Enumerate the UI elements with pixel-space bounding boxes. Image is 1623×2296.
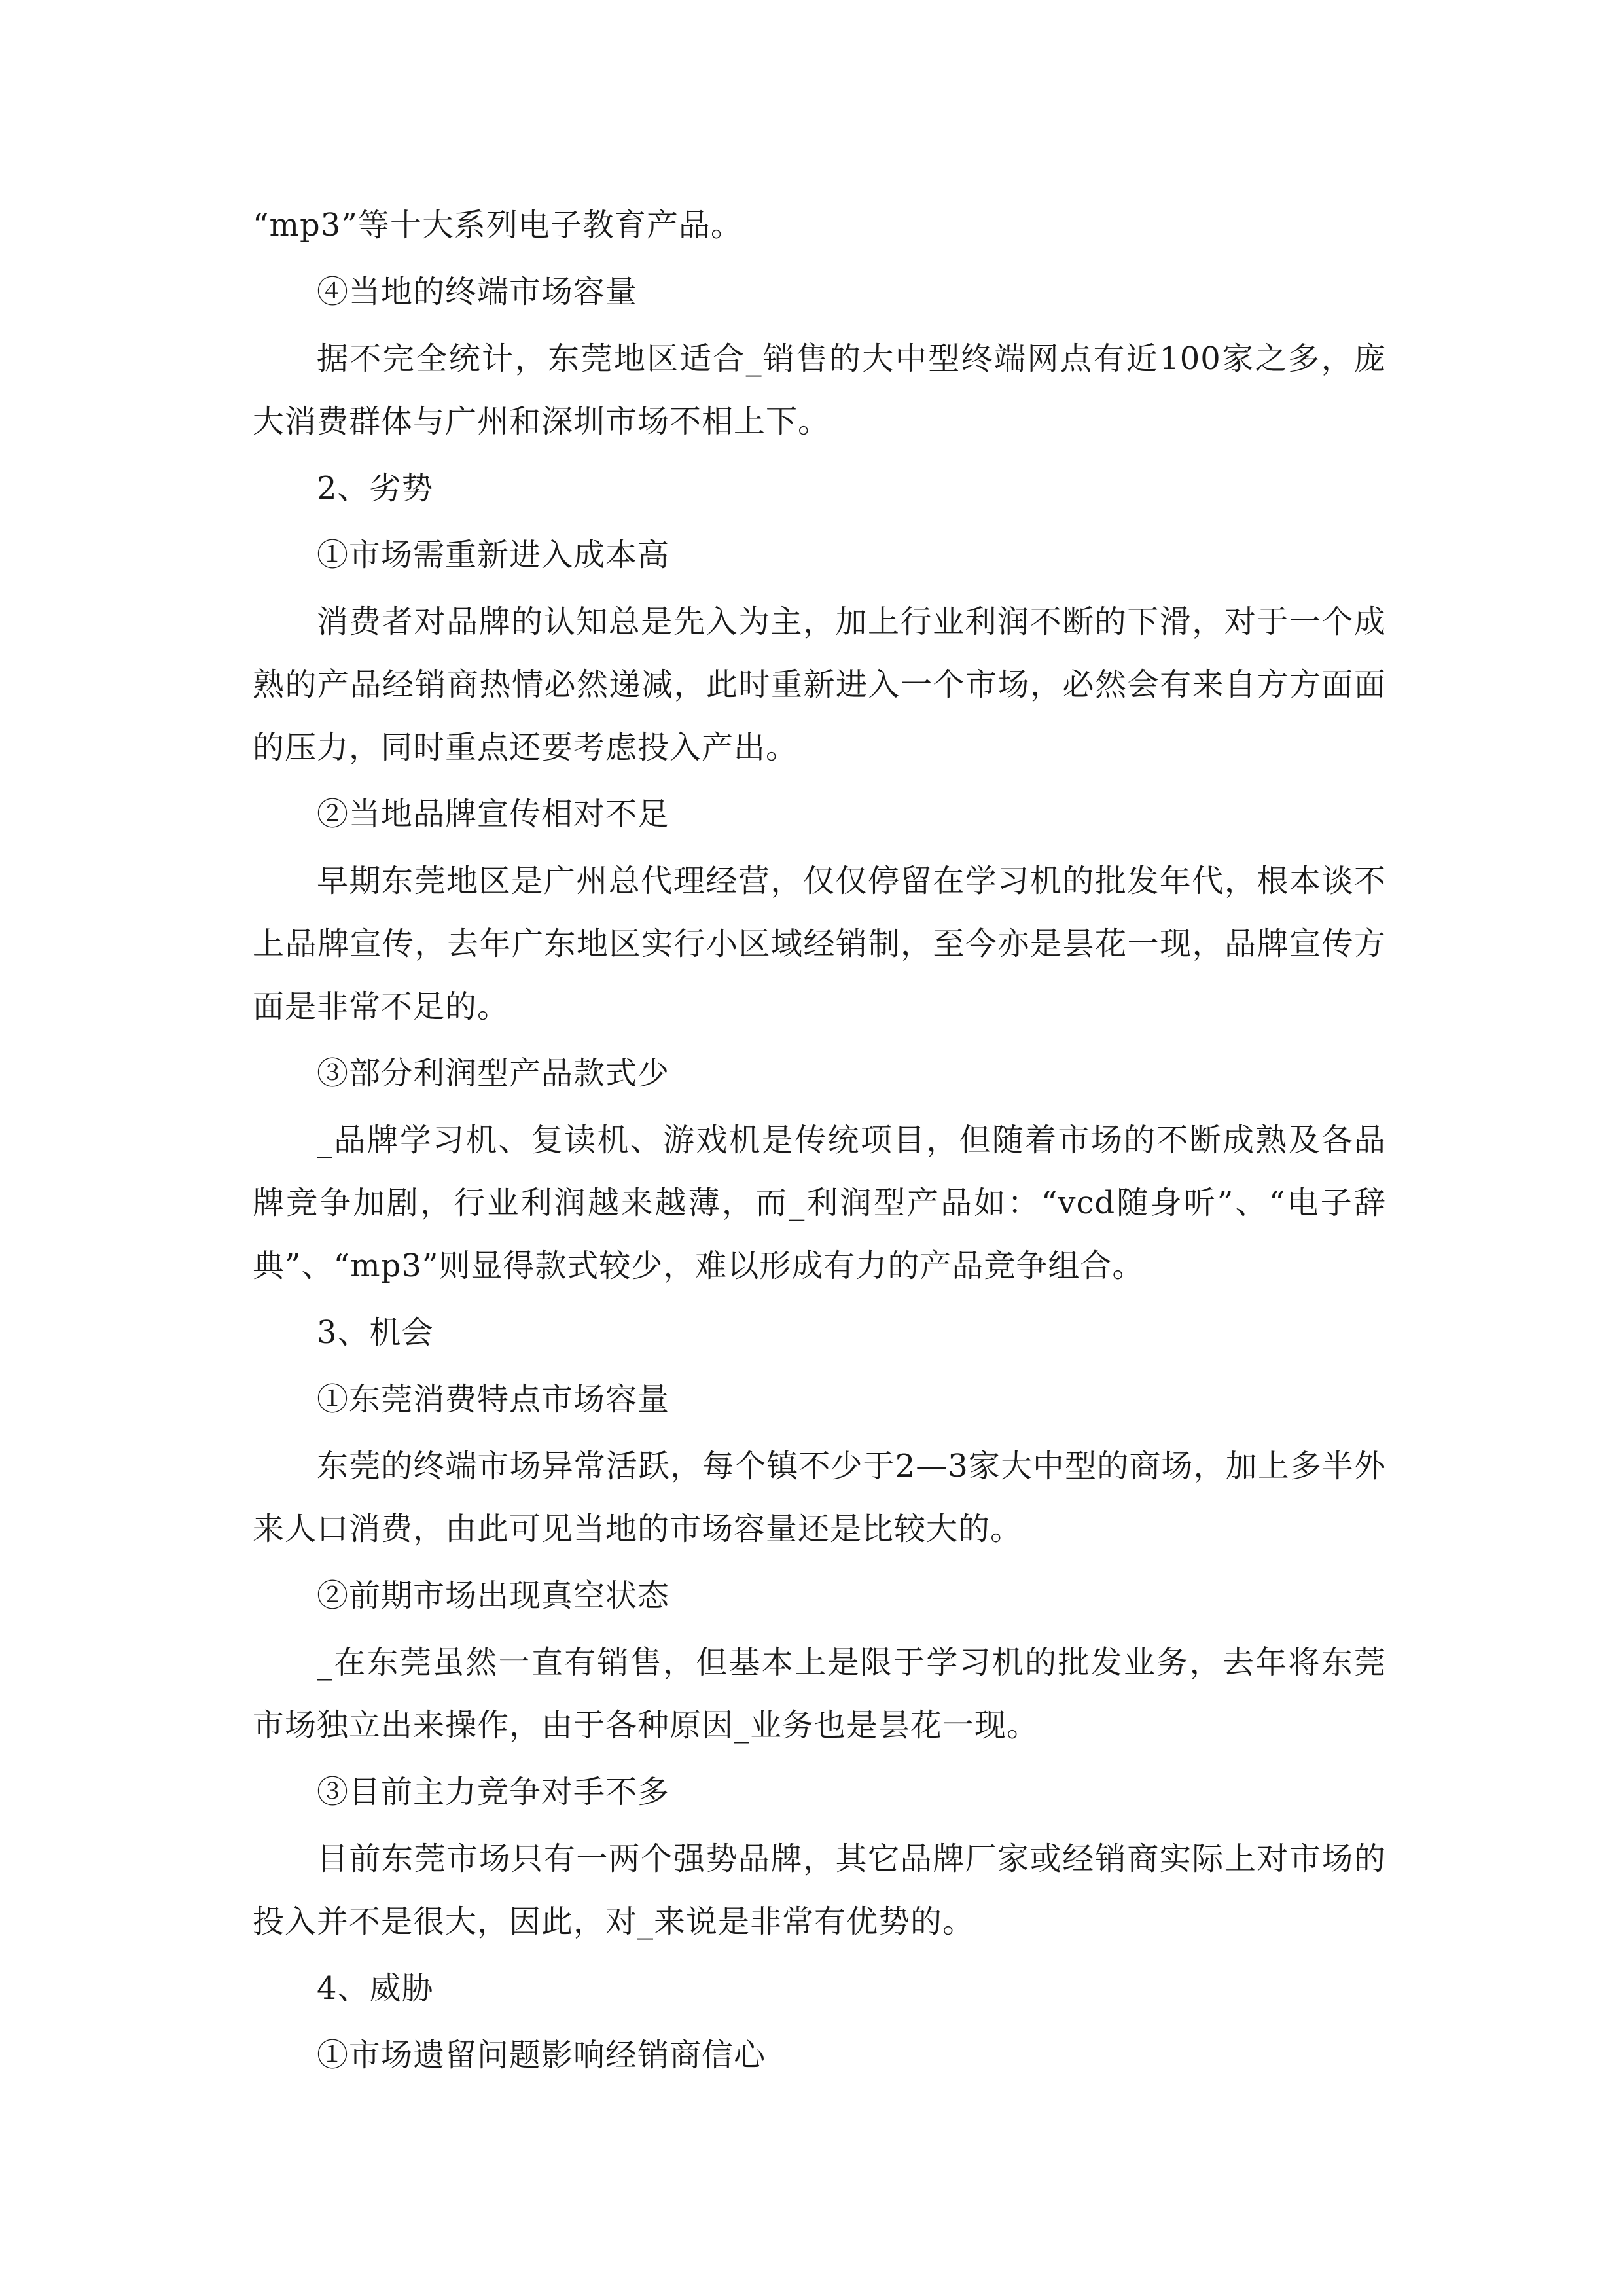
paragraph-reentry-cost: 消费者对品牌的认知总是先入为主，加上行业利润不断的下滑，对于一个成熟的产品经销商热情必然递减，此时重新进入一个市场，必然会有来自方方面面的压力，同时重点还要考虑投入产出。	[253, 603, 1386, 766]
paragraph-terminal-market-capacity: 据不完全统计，东莞地区适合_销售的大中型终端网点有近100家之多，庞大消费群体与广州和深圳市场不相上下。	[253, 340, 1386, 440]
subheading-competitors: ③目前主力竞争对手不多	[317, 1774, 670, 1810]
paragraph-product-styles: _品牌学习机、复读机、游戏机是传统项目，但随着市场的不断成熟及各品牌竞争加剧，行业利润越来越薄，而_利润型产品如：“vcd随身听”、“电子辞典”、“mp3”则显得款式较少，难以形成有力的产品竞争组合。	[253, 1122, 1386, 1284]
subheading-terminal-market-capacity: ④当地的终端市场容量	[317, 274, 638, 310]
section-heading-weaknesses: 2、劣势	[317, 470, 434, 507]
document-body	[253, 194, 1386, 2090]
subheading-consumption-features: ①东莞消费特点市场容量	[317, 1381, 670, 1418]
subheading-market-vacuum: ②前期市场出现真空状态	[317, 1577, 670, 1614]
paragraph-continuation: “mp3”等十大系列电子教育产品。	[253, 207, 743, 243]
section-heading-opportunities: 3、机会	[317, 1314, 434, 1351]
subheading-dealer-confidence: ①市场遗留问题影响经销商信心	[317, 2037, 766, 2073]
subheading-reentry-cost: ①市场需重新进入成本高	[317, 537, 670, 573]
subheading-brand-promotion: ②当地品牌宣传相对不足	[317, 796, 670, 833]
subheading-product-styles: ③部分利润型产品款式少	[317, 1055, 670, 1092]
paragraph-consumption-features: 东莞的终端市场异常活跃，每个镇不少于2—3家大中型的商场，加上多半外来人口消费，由此可见当地的市场容量还是比较大的。	[253, 1448, 1386, 1547]
paragraph-brand-promotion: 早期东莞地区是广州总代理经营，仅仅停留在学习机的批发年代，根本谈不上品牌宣传，去年广东地区实行小区域经销制，至今亦是昙花一现，品牌宣传方面是非常不足的。	[253, 863, 1386, 1025]
paragraph-competitors: 目前东莞市场只有一两个强势品牌，其它品牌厂家或经销商实际上对市场的投入并不是很大，因此，对_来说是非常有优势的。	[253, 1840, 1386, 1940]
section-heading-threats: 4、威胁	[317, 1970, 434, 2007]
paragraph-market-vacuum: _在东莞虽然一直有销售，但基本上是限于学习机的批发业务，去年将东莞市场独立出来操作，由于各种原因_业务也是昙花一现。	[253, 1644, 1386, 1744]
